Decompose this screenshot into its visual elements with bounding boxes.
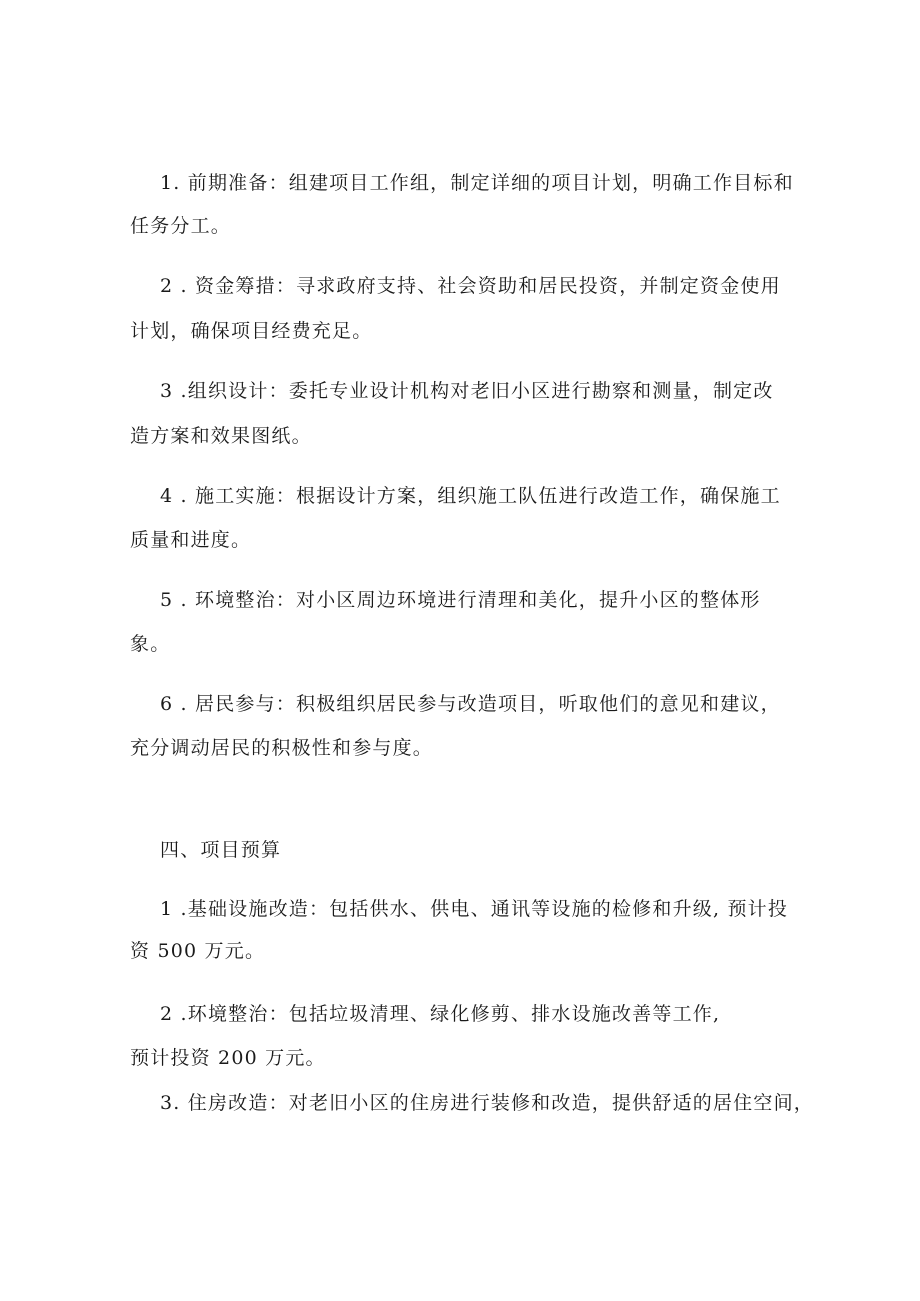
budget-3-line-1: 3. 住房改造：对老旧小区的住房进行装修和改造，提供舒适的居住空间， (160, 1092, 814, 1114)
step-4-line-1: 4 . 施工实施：根据设计方案，组织施工队伍进行改造工作，确保施工 (160, 485, 781, 507)
budget-1-line-2: 资 500 万元。 (130, 940, 266, 962)
step-5-line-1: 5 . 环境整治：对小区周边环境进行清理和美化，提升小区的整体形 (160, 589, 761, 611)
step-5-line-2: 象。 (130, 633, 171, 655)
step-1-line-1: 1. 前期准备：组建项目工作组，制定详细的项目计划，明确工作目标和 (160, 172, 794, 194)
budget-2-line-2: 预计投资 200 万元。 (130, 1047, 326, 1069)
step-6-line-2: 充分调动居民的积极性和参与度。 (130, 737, 434, 759)
step-6-line-1: 6 . 居民参与：积极组织居民参与改造项目，听取他们的意见和建议， (160, 693, 781, 715)
step-1-line-2: 任务分工。 (130, 215, 232, 237)
step-2-line-2: 计划，确保项目经费充足。 (130, 320, 373, 342)
step-4-line-2: 质量和进度。 (130, 529, 252, 551)
step-3-line-2: 造方案和效果图纸。 (130, 425, 312, 447)
budget-1-line-1: 1 .基础设施改造：包括供水、供电、通讯等设施的检修和升级, 预计投 (160, 898, 789, 920)
budget-2-line-1: 2 .环境整治：包括垃圾清理、绿化修剪、排水设施改善等工作, (160, 1003, 721, 1025)
step-3-line-1: 3 .组织设计：委托专业设计机构对老旧小区进行勘察和测量，制定改 (160, 380, 774, 402)
section-heading: 四、项目预算 (160, 839, 282, 861)
step-2-line-1: 2 . 资金筹措：寻求政府支持、社会资助和居民投资，并制定资金使用 (160, 275, 781, 297)
